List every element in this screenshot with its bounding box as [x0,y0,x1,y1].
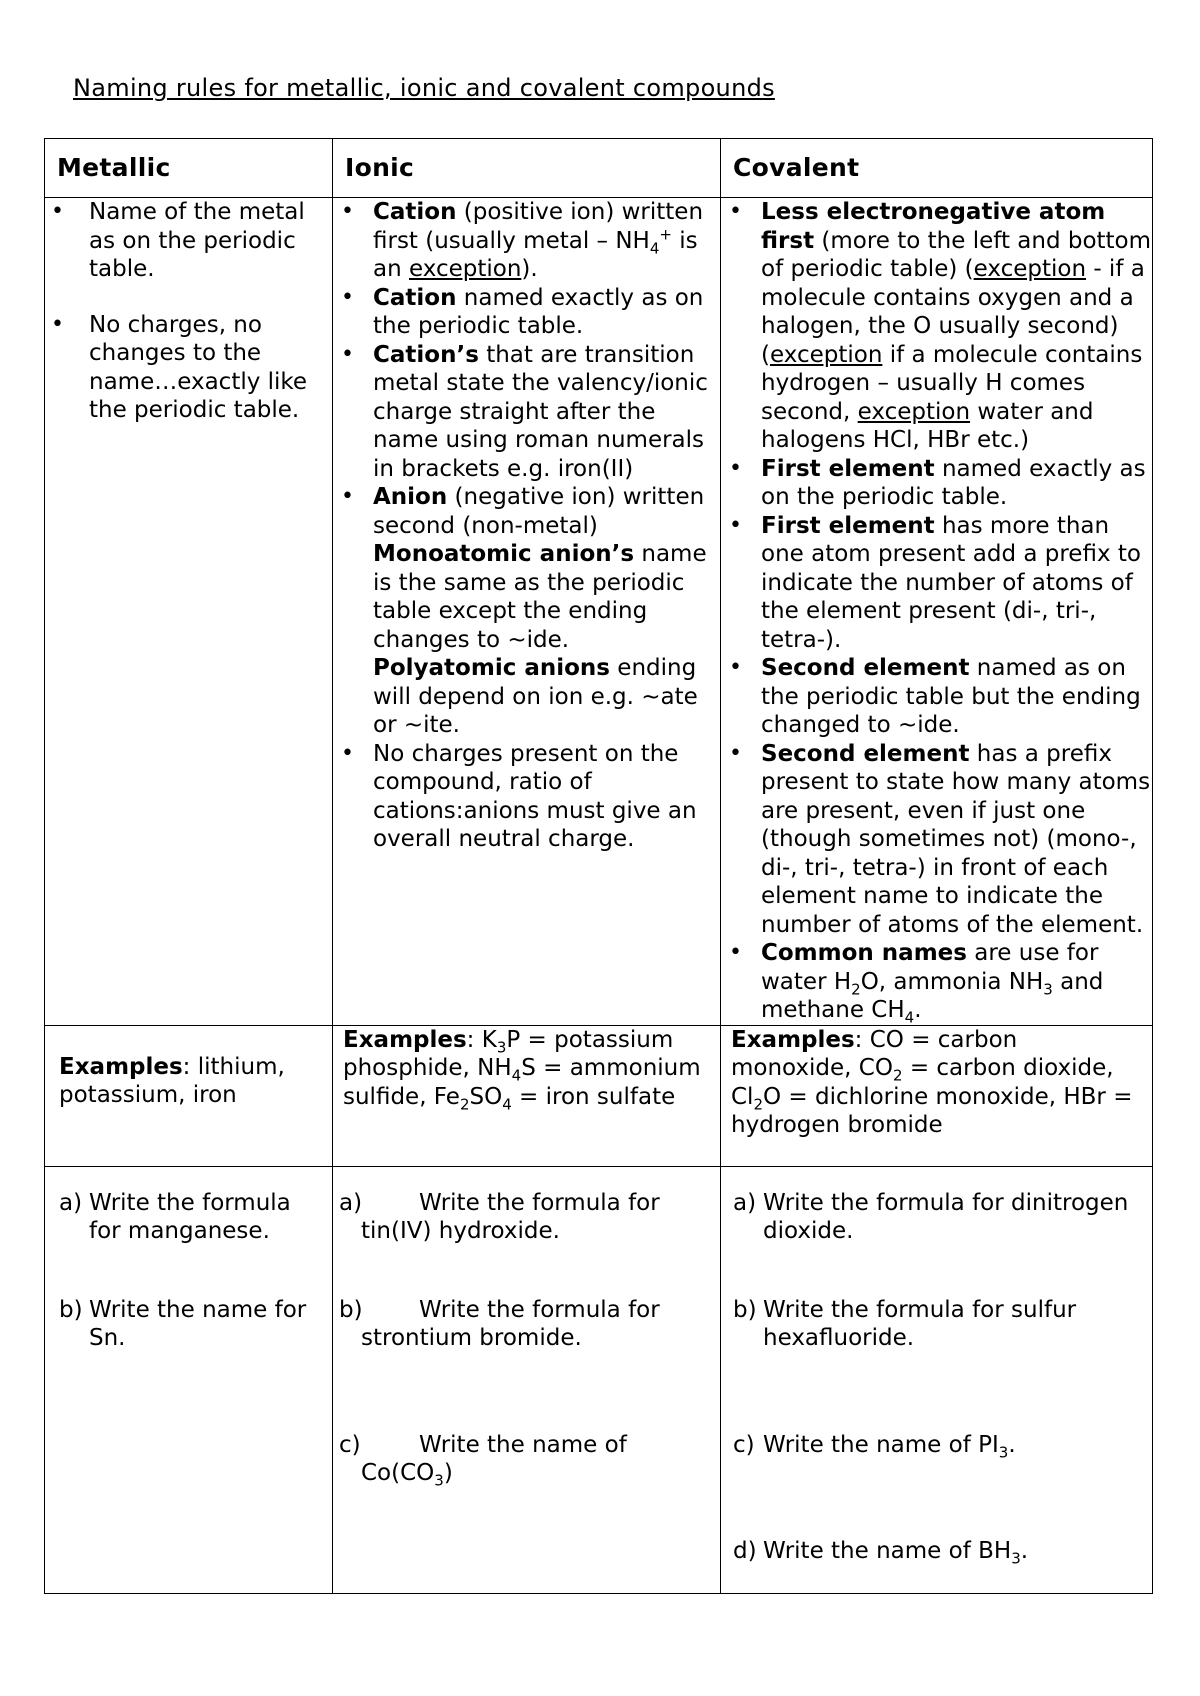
ionic-question-c: c) Write the name of $Co(CO_3)$ [339,1431,627,1490]
ionic-rule-1: • Cation (positive ion) written first (usually metal – $NH_4^+$ is an exception). [333,198,720,284]
rules-row [45,198,1153,1026]
page-title: Naming rules for metallic, ionic and covalent compounds [73,74,775,102]
covalent-question-a: a) Write the formula for dinitrogen dioxide. [733,1189,1129,1244]
ionic-questions [333,1166,721,1593]
ionic-rule-3: • Cation’s that are transition metal state the valency/ionic charge straight after the name using roman numerals in brackets e.g. iron(II) [333,341,720,484]
header-row [45,139,1153,198]
metallic-question-b: b) Write the name for Sn. [59,1296,307,1351]
covalent-question-b: b) Write the formula for sulfur hexafluoride. [733,1296,1077,1351]
ionic-rule-5: • No charges present on the compound, ratio of cations:anions must give an overall neutral charge. [333,740,720,854]
metallic-rules-list [45,198,332,425]
covalent-rule-1: • Less electronegative atom first (more to the left and bottom of periodic table) (exception - if a molecule contains oxygen and a halogen, the O usually second) (exception if a molecule contains hydrogen – usually H comes second, exception water and halogens HCl, HBr etc.) [721,198,1152,455]
metallic-question-a: a) Write the formula for manganese. [59,1189,291,1244]
header-ionic: Ionic [333,139,721,198]
covalent-rules-list [721,198,1152,1025]
ionic-examples: Examples: $K_3P$ = potassium phosphide, $NH_4S$ = ammonium sulfide, $Fe_2SO_4$ = iron sulfate [333,1025,721,1166]
covalent-rule-4: • Second element named as on the periodic table but the ending changed to ~ide. [721,654,1152,740]
ionic-question-b: b) Write the formula for strontium bromide. [339,1296,660,1351]
ionic-question-a: a) Write the formula for tin(IV) hydroxide. [339,1189,660,1244]
ionic-rule-4: • Anion (negative ion) written second (non-metal) Monoatomic anion’s name is the same as the periodic table except the ending changes to ~ide. Polyatomic anions ending will depend on ion e.g. ~ate or ~ite. [333,483,720,740]
examples-row [45,1025,1153,1166]
covalent-rule-6: • Common names are use for water $H_2O$, ammonia $NH_3$ and methane $CH_4$. [721,939,1152,1025]
ionic-rules-list [333,198,720,854]
metallic-questions [45,1166,333,1593]
ionic-rule-2: • Cation named exactly as on the periodic table. [333,284,720,341]
covalent-rule-2: • First element named exactly as on the periodic table. [721,455,1152,512]
covalent-question-d: d) Write the name of $BH_3$. [733,1538,1029,1568]
ionic-rules-cell [333,198,721,1026]
covalent-questions [721,1166,1153,1593]
header-metallic: Metallic [45,139,333,198]
questions-row [45,1166,1153,1593]
covalent-rule-5: • Second element has a prefix present to state how many atoms are present, even if just one (though sometimes not) (mono-, di-, tri-, tetra-) in front of each element name to indicate the number of atoms of the element. [721,740,1152,940]
covalent-rule-3: • First element has more than one atom present add a prefix to indicate the number of atoms of the element present (di-, tri-, tetra-). [721,512,1152,655]
metallic-rules-cell [45,198,333,1026]
metallic-rule-1: • Name of the metal as on the periodic table. [45,198,332,284]
metallic-examples: Examples: lithium, potassium, iron [45,1025,333,1166]
header-covalent: Covalent [721,139,1153,198]
metallic-rule-2: • No charges, no changes to the name…exactly like the periodic table. [45,311,332,425]
covalent-rules-cell [721,198,1153,1026]
covalent-examples: Examples: CO = carbon monoxide, $CO_2$ = carbon dioxide, $Cl_2O$ = dichlorine monoxide, HBr = hydrogen bromide [721,1025,1153,1166]
covalent-question-c: c) Write the name of $PI_3$. [733,1431,1016,1462]
naming-rules-table [44,138,1153,1594]
